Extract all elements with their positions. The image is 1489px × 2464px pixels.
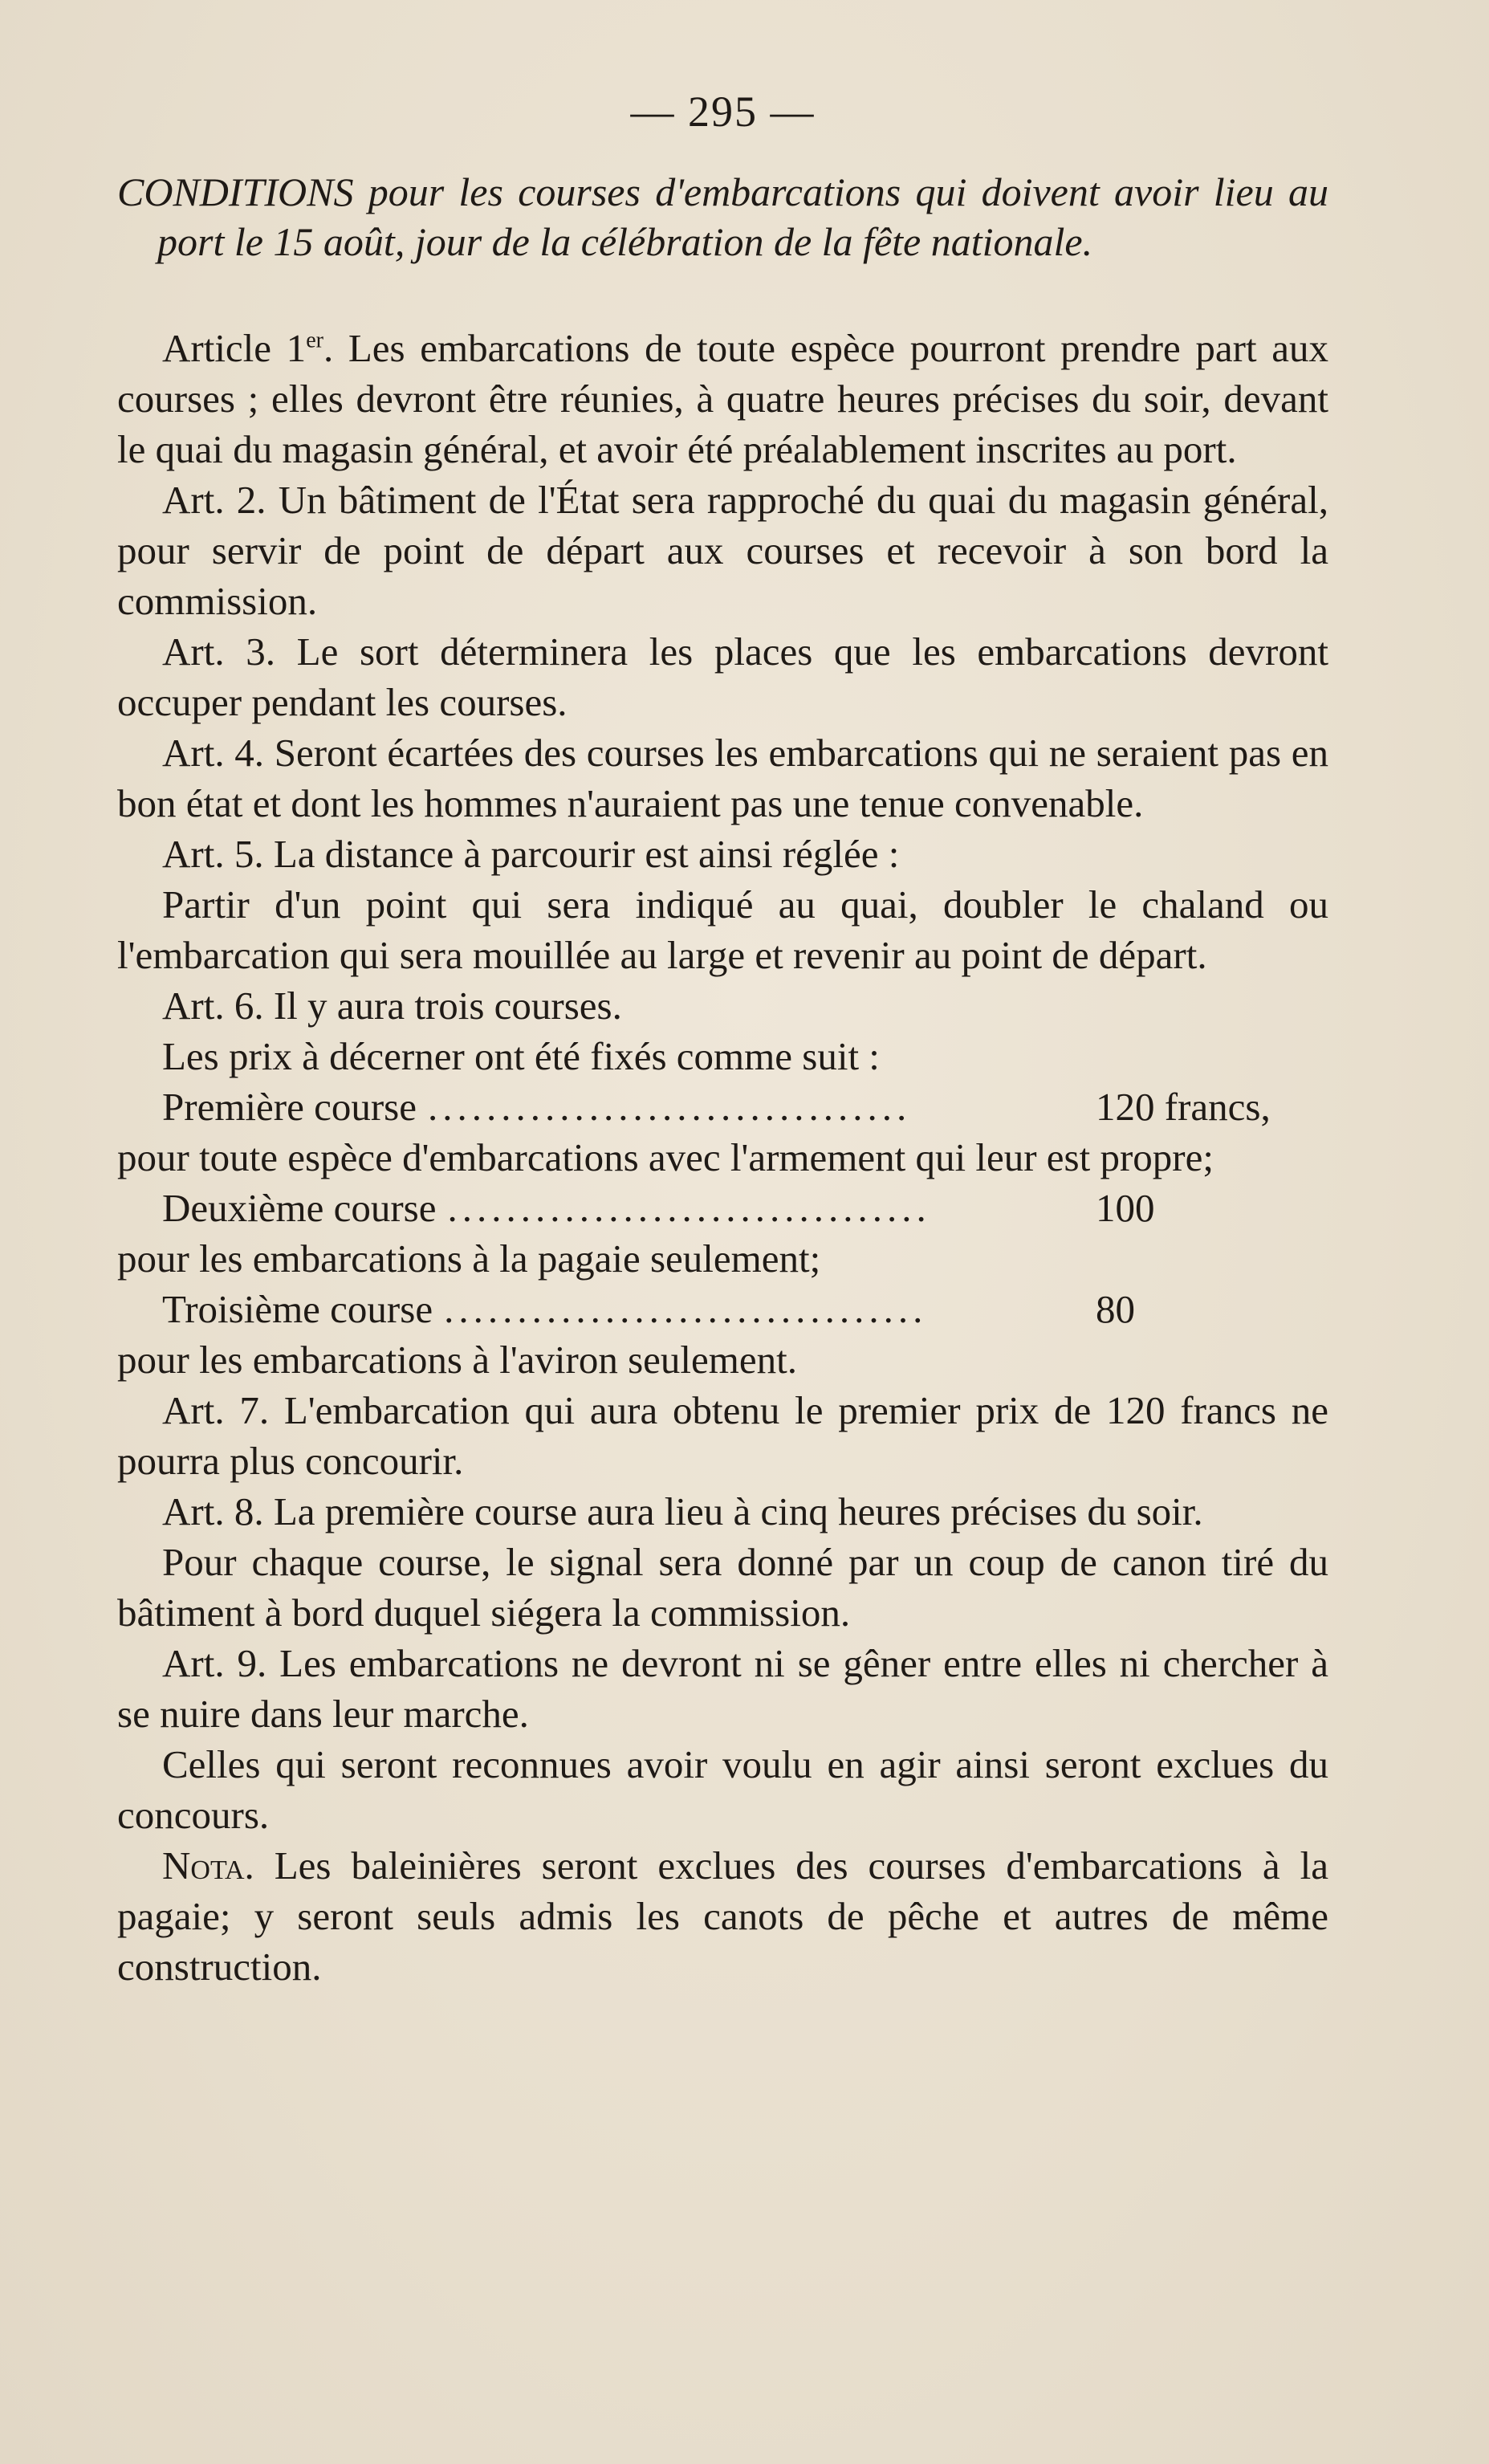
prizes-intro: Les prix à décerner ont été fixés comme suit :: [162, 1034, 880, 1078]
prize-note: pour toute espèce d'embarcations avec l'armement qui leur est propre;: [117, 1135, 1214, 1179]
prize-label: Deuxième course: [162, 1186, 437, 1230]
nota-text: . Les baleinières seront exclues des courses d'embarcations à la pagaie; y seront seuls admis les canots de pêche et autres de même construction.: [117, 1843, 1328, 1989]
article-9: Art. 9. Les embarcations ne devront ni se gêner entre elles ni chercher à se nuire dans leur marche.: [117, 1641, 1328, 1736]
prize-row-2: [117, 1183, 1328, 1233]
dot-leader: .................................: [444, 1287, 928, 1331]
nota-label: Nota: [162, 1843, 245, 1888]
prize-row-1: [117, 1081, 1328, 1132]
article-1-label: Article 1: [162, 326, 307, 370]
nota: [117, 1840, 1328, 1992]
document-title: CONDITIONS pour les courses d'embarcations qui doivent avoir lieu au port le 15 août, jour de la célébration de la fête nationale.: [117, 169, 1328, 264]
article-1-text: . Les embarcations de toute espèce pourront prendre part aux courses ; elles devront être réunies, à quatre heures précises du soir, devant le quai du magasin général, et avoir été préalablement inscrites au port.: [117, 326, 1328, 471]
prize-note: pour les embarcations à l'aviron seulement.: [117, 1338, 797, 1382]
prize-label: Troisième course: [162, 1287, 433, 1331]
article-6: Art. 6. Il y aura trois courses.: [162, 984, 622, 1028]
article-8: Art. 8. La première course aura lieu à cinq heures précises du soir.: [162, 1489, 1203, 1533]
article-1: [117, 323, 1328, 474]
article-5: Art. 5. La distance à parcourir est ainsi réglée :: [162, 832, 900, 876]
prize-row-3: [117, 1284, 1328, 1334]
prize-amount: 120 francs,: [1096, 1085, 1271, 1129]
prize-amount: 100: [1096, 1186, 1155, 1230]
article-3: Art. 3. Le sort déterminera les places que les embarcations devront occuper pendant les courses.: [117, 629, 1328, 724]
article-8-detail: Pour chaque course, le signal sera donné par un coup de canon tiré du bâtiment à bord duquel siégera la commission.: [117, 1540, 1328, 1635]
article-9-detail: Celles qui seront reconnues avoir voulu en agir ainsi seront exclues du concours.: [117, 1742, 1328, 1837]
article-7: Art. 7. L'embarcation qui aura obtenu le premier prix de 120 francs ne pourra plus concourir.: [117, 1388, 1328, 1483]
prize-label: Première course: [162, 1085, 417, 1129]
article-4: Art. 4. Seront écartées des courses les embarcations qui ne seraient pas en bon état et dont les hommes n'auraient pas une tenue convenable.: [117, 731, 1328, 825]
article-5-detail: Partir d'un point qui sera indiqué au quai, doubler le chaland ou l'embarcation qui sera mouillée au large et revenir au point de départ.: [117, 882, 1328, 977]
prize-amount: 80: [1096, 1287, 1135, 1331]
article-1-sup: er: [306, 328, 323, 353]
prize-note: pour les embarcations à la pagaie seulement;: [117, 1236, 821, 1281]
dot-leader: .................................: [447, 1186, 931, 1230]
dot-leader: .................................: [428, 1085, 912, 1129]
page-number: — 295 —: [630, 88, 816, 136]
article-2: Art. 2. Un bâtiment de l'État sera rapproché du quai du magasin général, pour servir de point de départ aux courses et recevoir à son bord la commission.: [117, 478, 1328, 623]
